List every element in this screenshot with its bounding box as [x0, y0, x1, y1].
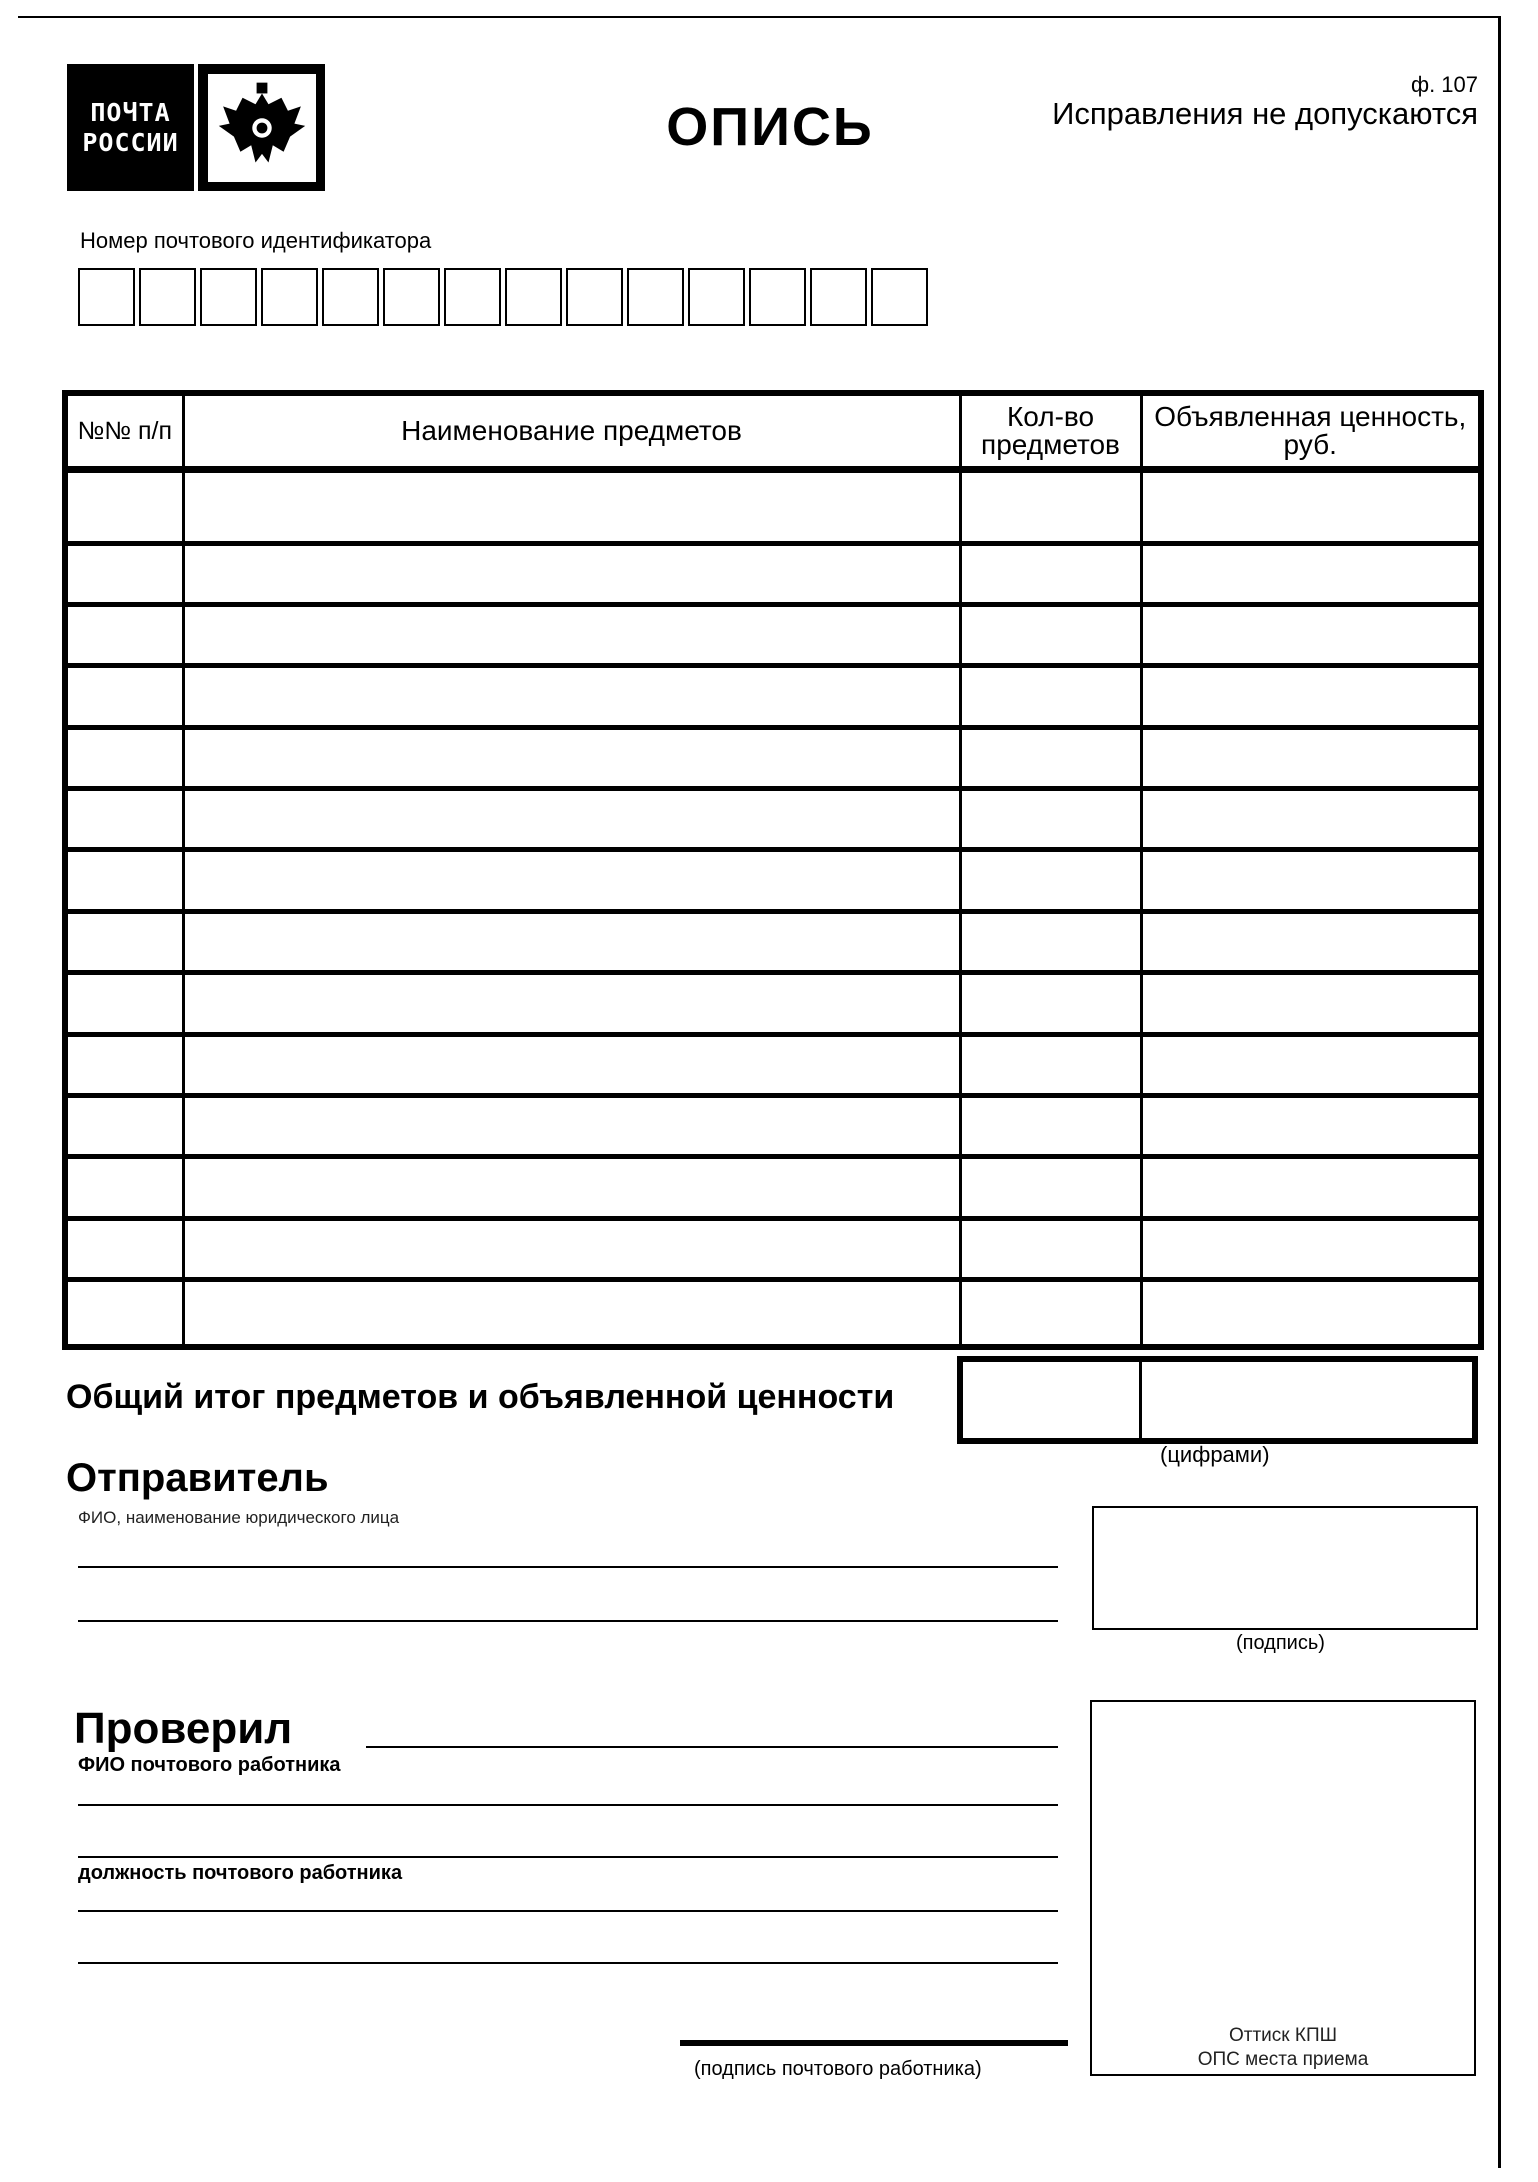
worker-signature-caption: (подпись почтового работника)	[694, 2058, 982, 2080]
identifier-box[interactable]	[566, 268, 623, 326]
cell-quantity[interactable]	[960, 973, 1141, 1034]
checked-by-line[interactable]	[366, 1746, 1058, 1748]
cell-item-name[interactable]	[183, 1095, 960, 1156]
worker-position-line-1[interactable]	[78, 1910, 1058, 1912]
cell-item-name[interactable]	[183, 604, 960, 665]
cell-value[interactable]	[1141, 543, 1481, 604]
cell-number[interactable]	[65, 604, 183, 665]
stamp-caption	[1090, 2024, 1476, 2072]
worker-signature-line[interactable]	[680, 2040, 1068, 2046]
total-quantity-field[interactable]	[963, 1362, 1142, 1438]
form-number: ф. 107	[1410, 72, 1478, 97]
stamp-caption-line-2: ОПС места приема	[1197, 2049, 1369, 2070]
cell-value[interactable]	[1141, 604, 1481, 665]
sender-title: Отправитель	[66, 1456, 329, 1500]
cell-number[interactable]	[65, 973, 183, 1034]
worker-name-label: ФИО почтового работника	[78, 1754, 341, 1776]
cell-quantity[interactable]	[960, 1218, 1141, 1279]
table-row	[65, 1279, 1481, 1347]
table-row	[65, 1157, 1481, 1218]
cell-number[interactable]	[65, 470, 183, 544]
identifier-box[interactable]	[200, 268, 257, 326]
cell-item-name[interactable]	[183, 973, 960, 1034]
cell-item-name[interactable]	[183, 1218, 960, 1279]
cell-value[interactable]	[1141, 1218, 1481, 1279]
cell-item-name[interactable]	[183, 666, 960, 727]
table-row	[65, 789, 1481, 850]
column-number: №№ п/п	[65, 393, 183, 470]
cell-item-name[interactable]	[183, 1157, 960, 1218]
table-header	[65, 393, 1481, 470]
identifier-box[interactable]	[688, 268, 745, 326]
cell-number[interactable]	[65, 1095, 183, 1156]
sender-caption: ФИО, наименование юридического лица	[78, 1508, 400, 1527]
document-title: ОПИСЬ	[666, 97, 874, 157]
cell-quantity[interactable]	[960, 1279, 1141, 1347]
cell-quantity[interactable]	[960, 850, 1141, 911]
no-corrections-notice: Исправления не допускаются	[1052, 96, 1478, 131]
identifier-box[interactable]	[444, 268, 501, 326]
identifier-box[interactable]	[322, 268, 379, 326]
worker-position-label: должность почтового работника	[78, 1862, 403, 1884]
table-row	[65, 1034, 1481, 1095]
cell-number[interactable]	[65, 850, 183, 911]
identifier-box[interactable]	[383, 268, 440, 326]
cell-quantity[interactable]	[960, 543, 1141, 604]
cell-number[interactable]	[65, 1157, 183, 1218]
identifier-box[interactable]	[627, 268, 684, 326]
cell-value[interactable]	[1141, 1279, 1481, 1347]
cell-quantity[interactable]	[960, 727, 1141, 788]
cell-number[interactable]	[65, 789, 183, 850]
cell-value[interactable]	[1141, 666, 1481, 727]
identifier-boxes	[78, 268, 932, 326]
cell-value[interactable]	[1141, 1034, 1481, 1095]
cell-number[interactable]	[65, 543, 183, 604]
table-row	[65, 666, 1481, 727]
table-row	[65, 543, 1481, 604]
identifier-box[interactable]	[78, 268, 135, 326]
table-row	[65, 911, 1481, 972]
cell-number[interactable]	[65, 666, 183, 727]
cell-number[interactable]	[65, 1279, 183, 1347]
cell-value[interactable]	[1141, 470, 1481, 544]
eagle-emblem-icon	[198, 64, 325, 191]
digits-caption: (цифрами)	[1160, 1442, 1270, 1467]
identifier-box[interactable]	[749, 268, 806, 326]
cell-value[interactable]	[1141, 789, 1481, 850]
cell-quantity[interactable]	[960, 789, 1141, 850]
cell-value[interactable]	[1141, 727, 1481, 788]
stamp-caption-line-1: Оттиск КПШ	[1228, 2025, 1338, 2046]
sender-signature-caption: (подпись)	[1236, 1632, 1325, 1654]
sender-signature-box[interactable]	[1092, 1506, 1478, 1630]
total-value-field[interactable]	[1142, 1362, 1472, 1438]
cell-quantity[interactable]	[960, 604, 1141, 665]
table-row	[65, 1095, 1481, 1156]
identifier-box[interactable]	[810, 268, 867, 326]
cell-quantity[interactable]	[960, 911, 1141, 972]
cell-item-name[interactable]	[183, 543, 960, 604]
sender-name-line-1[interactable]	[78, 1566, 1058, 1568]
worker-name-line-1[interactable]	[78, 1804, 1058, 1806]
identifier-box[interactable]	[261, 268, 318, 326]
cell-number[interactable]	[65, 1218, 183, 1279]
table-row	[65, 604, 1481, 665]
cell-quantity[interactable]	[960, 1034, 1141, 1095]
cell-number[interactable]	[65, 911, 183, 972]
identifier-box[interactable]	[139, 268, 196, 326]
table-row	[65, 470, 1481, 544]
column-item-name: Наименование предметов	[183, 393, 960, 470]
table-row	[65, 727, 1481, 788]
total-boxes	[957, 1356, 1478, 1444]
column-declared-value: Объявленная ценность, руб.	[1141, 393, 1481, 470]
sender-name-line-2[interactable]	[78, 1620, 1058, 1622]
cell-value[interactable]	[1141, 911, 1481, 972]
identifier-box[interactable]	[505, 268, 562, 326]
stamp-box[interactable]	[1090, 1700, 1476, 2076]
cell-item-name[interactable]	[183, 850, 960, 911]
cell-value[interactable]	[1141, 1095, 1481, 1156]
worker-position-line-2[interactable]	[78, 1962, 1058, 1964]
total-label: Общий итог предметов и объявленной ценности	[66, 1378, 895, 1416]
cell-quantity[interactable]	[960, 1095, 1141, 1156]
cell-item-name[interactable]	[183, 911, 960, 972]
table-row	[65, 850, 1481, 911]
worker-name-line-2[interactable]	[78, 1856, 1058, 1858]
cell-quantity[interactable]	[960, 666, 1141, 727]
identifier-box[interactable]	[871, 268, 928, 326]
identifier-label: Номер почтового идентификатора	[80, 228, 432, 253]
logo-line-1: ПОЧТА	[90, 97, 171, 127]
cell-number[interactable]	[65, 1034, 183, 1095]
russian-post-logo	[67, 64, 194, 191]
cell-item-name[interactable]	[183, 1279, 960, 1347]
logo-line-2: РОССИИ	[82, 127, 179, 157]
cell-value[interactable]	[1141, 973, 1481, 1034]
column-quantity: Кол-во предметов	[960, 393, 1141, 470]
table-row	[65, 1218, 1481, 1279]
cell-quantity[interactable]	[960, 1157, 1141, 1218]
cell-number[interactable]	[65, 727, 183, 788]
cell-value[interactable]	[1141, 850, 1481, 911]
table-row	[65, 973, 1481, 1034]
items-table	[62, 390, 1484, 1350]
cell-item-name[interactable]	[183, 727, 960, 788]
cell-quantity[interactable]	[960, 470, 1141, 544]
cell-item-name[interactable]	[183, 1034, 960, 1095]
cell-item-name[interactable]	[183, 470, 960, 544]
cell-value[interactable]	[1141, 1157, 1481, 1218]
checked-by-title: Проверил	[74, 1704, 293, 1753]
cell-item-name[interactable]	[183, 789, 960, 850]
